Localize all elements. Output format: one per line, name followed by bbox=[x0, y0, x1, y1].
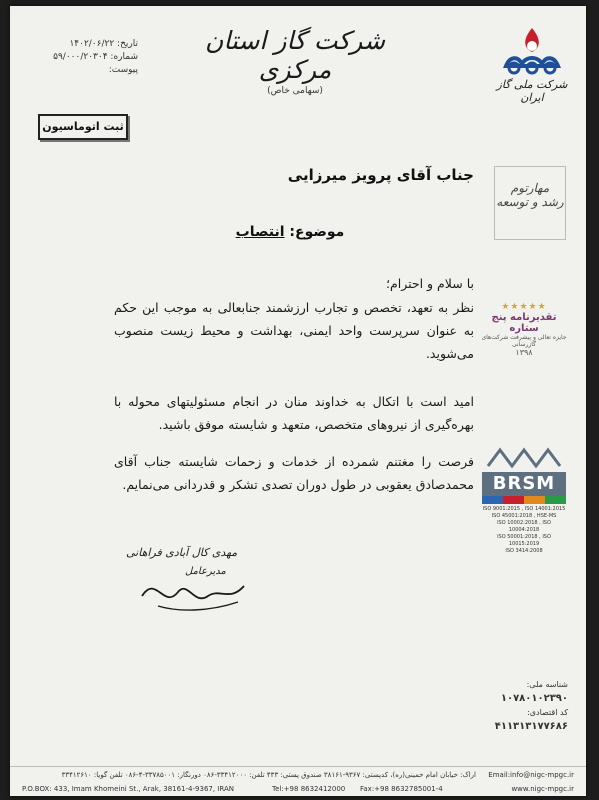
iso-list bbox=[482, 506, 566, 555]
company-header bbox=[180, 26, 410, 96]
footer-website: www.nigc-mpgc.ir bbox=[511, 785, 574, 793]
signer-name: مهدی کال آبادی فراهانی bbox=[126, 546, 238, 559]
iso-line: ISO 50001:2018 , ISO 10015:2019 bbox=[497, 534, 551, 547]
skills-badge bbox=[494, 166, 566, 240]
signature-icon bbox=[138, 566, 248, 616]
footer-tel: Tel:+98 8632412000 bbox=[272, 785, 346, 793]
number-label: شماره: ۵۹/۰۰۰/۲۰۳۰۴ bbox=[53, 52, 138, 62]
subject-label: موضوع: bbox=[289, 224, 345, 240]
nigc-logo bbox=[492, 26, 572, 104]
skills-badge-line2: رشد و توسعه bbox=[496, 195, 564, 209]
date-label: تاریخ: ۱۴۰۲/۰۶/۲۲ bbox=[69, 39, 138, 49]
national-id-label: شناسه ملی: bbox=[526, 680, 568, 689]
economic-code-value: ۴۱۱۳۱۳۱۷۷۶۸۶ bbox=[494, 721, 568, 732]
recipient-line: جناب آقای پرویز میرزایی bbox=[287, 166, 474, 184]
economic-code-label: کد اقتصادی: bbox=[527, 708, 568, 717]
footer-fax: Fax:+98 8632785001-4 bbox=[360, 785, 443, 793]
registration-stamp: ثبت اتوماسیون bbox=[38, 114, 128, 140]
subject-line bbox=[190, 224, 390, 240]
national-id-value: ۱۰۷۸۰۱۰۲۳۹۰ bbox=[500, 693, 568, 704]
paragraph-thanks: فرصت را مغتنم شمرده از خدمات و زحمات شایسته جناب آقای محمدصادق یعقوبی در طول دوران تصدی تشکر و قدردانی می‌نمایم. bbox=[114, 454, 474, 492]
paragraph-wishes: امید است با اتکال به خداوند منان در انجام مسئولیتهای محوله با بهره‌گیری از نیروهای متخصص، متعهد و شایسته موفق باشید. bbox=[114, 394, 474, 432]
footer-email: Email:info@nigc-mpgc.ir bbox=[488, 771, 574, 779]
company-type: (سهامی خاص) bbox=[267, 86, 323, 96]
company-ids bbox=[478, 678, 568, 734]
letter-meta bbox=[28, 38, 138, 77]
brsm-name: BRSM bbox=[482, 472, 566, 496]
logo-caption: شرکت ملی گاز ایران bbox=[496, 78, 568, 104]
iso-line: ISO 45001:2018 , HSE-MS bbox=[491, 513, 557, 519]
award-year: ۱۳۹۸ bbox=[515, 348, 533, 357]
iso-line: ISO 3414:2008 bbox=[505, 548, 543, 554]
address-english: P.O.BOX: 433, Imam Khomeini St., Arak, 38161-4-9367, IRAN bbox=[22, 785, 234, 793]
award-stars: ★★★★★ bbox=[501, 302, 547, 312]
paragraph-appointment: نظر به تعهد، تخصص و تجارب ارزشمند جنابعالی به موجب این حکم به عنوان سرپرست واحد ایمنی، بهداشت و محیط زیست منصوب می‌شوید. bbox=[114, 300, 474, 361]
company-name: شرکت گاز استان مرکزی bbox=[204, 26, 386, 84]
address-persian: اراک: خیابان امام خمینی(ره)، کدپستی: ۹۳۶۷-۳۸۱۶۱ صندوق پستی: ۴۳۳ تلفن: ۳۳۴۱۲۰۰۰-۰۸۶ دورنگار: ۳۳۷۸۵۰۰۱-۴-۰۸۶ تلفن گویا: ۳۳۴۱۲۶۱۰ bbox=[61, 771, 476, 779]
letter-footer bbox=[10, 766, 586, 793]
award-badge bbox=[478, 302, 570, 357]
award-title: تقدیرنامه پنج ستاره bbox=[491, 312, 557, 334]
brsm-mountain-icon bbox=[486, 446, 562, 468]
iso-line: ISO 10002:2018 , ISO 10004:2018 bbox=[497, 520, 551, 533]
signer-title: مدیرعامل bbox=[185, 566, 226, 577]
skills-badge-line1: مهارتوم bbox=[510, 181, 550, 195]
iso-line: ISO 9001:2015 , ISO 14001:2015 bbox=[482, 506, 566, 512]
award-subtitle: جایزه تعالی و پیشرفت شرکت‌های گازرسانی bbox=[481, 334, 567, 348]
letter-sheet bbox=[10, 6, 586, 796]
brsm-color-bar bbox=[482, 496, 566, 504]
greeting: با سلام و احترام؛ bbox=[386, 276, 474, 291]
subject-value: انتصاب bbox=[235, 224, 285, 240]
attachment-label: پیوست: bbox=[108, 65, 138, 75]
brsm-certification bbox=[482, 446, 566, 555]
flame-logo-icon bbox=[500, 26, 564, 76]
